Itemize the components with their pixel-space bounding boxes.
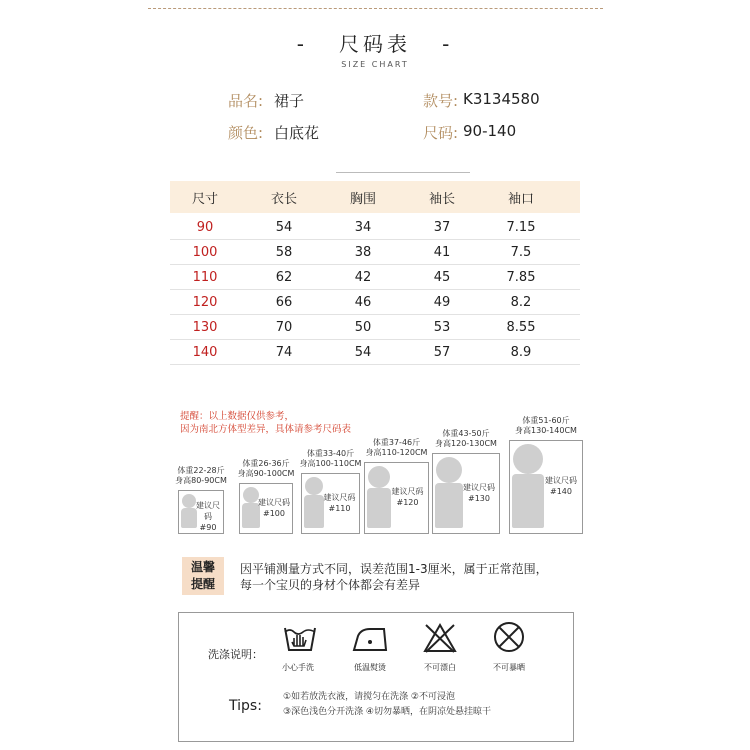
table-cell: 7.85	[506, 270, 536, 285]
no-sun-icon	[492, 620, 526, 654]
title-text: 尺码表	[339, 32, 411, 56]
tips-label: Tips:	[229, 698, 262, 714]
table-cell: 53	[433, 320, 451, 335]
table-cell: 8.9	[510, 345, 532, 360]
kid-weight: 体重43-50斤	[442, 429, 490, 438]
tips-line-1: ①如若放洗衣液，请搅匀在洗涤 ②不可浸泡	[283, 692, 455, 702]
table-cell: 41	[433, 245, 451, 260]
kid-weight: 体重22-28斤	[177, 466, 225, 475]
kid-suggested-size	[460, 482, 498, 504]
hand-wash-icon	[282, 622, 318, 654]
column-header-length: 衣长	[270, 192, 297, 207]
table-cell: 74	[275, 345, 293, 360]
table-cell-size: 90	[196, 220, 214, 235]
page-subtitle: SIZE CHART	[341, 60, 409, 69]
kid-suggested-size	[257, 497, 291, 519]
title-dash-right: -	[442, 32, 454, 56]
child-silhouette-body	[435, 483, 463, 528]
suggest-size: #100	[263, 509, 285, 518]
table-cell: 46	[354, 295, 372, 310]
table-cell: 54	[354, 345, 372, 360]
reminder-line-2: 因为南北方体型差异，具体请参考尺码表	[180, 424, 352, 435]
kid-suggested-size	[541, 475, 581, 497]
kid-height: 身高100-110CM	[299, 459, 362, 468]
child-silhouette-icon	[368, 466, 390, 488]
table-cell: 7.5	[510, 245, 532, 260]
table-cell: 8.2	[510, 295, 532, 310]
table-row-divider	[170, 289, 580, 290]
product-code-value: K3134580	[463, 90, 540, 108]
hand-wash-caption: 小心手洗	[282, 663, 314, 672]
suggest-label: 建议尺码	[463, 483, 495, 492]
product-size-label: 尺码:	[423, 124, 459, 142]
product-color-value: 白底花	[274, 124, 320, 142]
kid-weight: 体重37-46斤	[372, 438, 421, 447]
product-name-value: 裙子	[274, 92, 305, 110]
kid-weight-height	[426, 429, 506, 449]
table-row-divider	[170, 339, 580, 340]
table-cell: 34	[354, 220, 372, 235]
reminder-line-1: 提醒：以上数据仅供参考，	[180, 411, 295, 422]
kid-weight-height	[172, 466, 230, 486]
column-header-cuff: 袖口	[507, 192, 534, 207]
top-dashed-divider	[148, 8, 603, 9]
section-divider	[336, 172, 470, 173]
table-cell-size: 140	[192, 345, 218, 360]
table-cell: 7.15	[506, 220, 536, 235]
tips-line-2: ③深色浅色分开洗涤 ④切勿暴晒，在阴凉处悬挂晾干	[283, 707, 491, 717]
kid-weight: 体重26-36斤	[242, 459, 290, 468]
table-cell: 50	[354, 320, 372, 335]
table-row-divider	[170, 239, 580, 240]
child-silhouette-icon	[436, 457, 462, 483]
product-code-label: 款号:	[423, 92, 459, 110]
suggest-label: 建议尺码	[323, 493, 356, 502]
table-cell: 38	[354, 245, 372, 260]
suggest-label: 建议尺码	[545, 476, 577, 485]
warm-tip-line-1: 因平铺测量方式不同，误差范围1-3厘米，属于正常范围，	[240, 562, 548, 576]
table-cell-size: 130	[192, 320, 218, 335]
table-cell: 58	[275, 245, 293, 260]
suggest-size: #90	[199, 523, 217, 532]
column-header-chest: 胸围	[349, 192, 376, 207]
kid-height: 身高120-130CM	[435, 439, 497, 448]
table-cell: 70	[275, 320, 293, 335]
kid-suggested-size	[321, 492, 358, 514]
kid-weight-height	[295, 449, 366, 469]
kid-weight-height	[358, 438, 435, 458]
table-row-divider	[170, 264, 580, 265]
low-iron-icon	[350, 624, 390, 654]
table-cell: 8.55	[506, 320, 536, 335]
kid-weight-height	[233, 459, 299, 479]
product-color-label: 颜色:	[228, 124, 264, 142]
table-cell: 54	[275, 220, 293, 235]
child-silhouette-icon	[513, 444, 543, 474]
kid-height: 身高90-100CM	[237, 469, 295, 478]
table-cell: 49	[433, 295, 451, 310]
table-cell-size: 100	[192, 245, 218, 260]
table-cell: 57	[433, 345, 451, 360]
suggest-label: 建议尺码	[391, 487, 424, 496]
table-cell: 62	[275, 270, 293, 285]
kid-height: 身高110-120CM	[365, 448, 428, 457]
suggest-size: #140	[550, 487, 572, 496]
warm-tip-line-2: 每一个宝贝的身材个体都会有差异	[240, 578, 421, 592]
table-row-divider	[170, 314, 580, 315]
suggest-label: 建议尺码	[196, 501, 220, 521]
suggest-size: #110	[328, 504, 351, 513]
title-dash-left: -	[296, 32, 308, 56]
kid-weight-height	[503, 416, 589, 436]
table-cell: 42	[354, 270, 372, 285]
suggest-label: 建议尺码	[258, 498, 290, 507]
product-name-label: 品名:	[228, 92, 264, 110]
page-title	[0, 28, 750, 57]
table-cell: 45	[433, 270, 451, 285]
warm-tip-badge	[182, 557, 224, 595]
care-label: 洗涤说明：	[208, 648, 263, 661]
table-cell-size: 120	[192, 295, 218, 310]
no-sun-caption: 不可暴晒	[493, 663, 525, 672]
kid-weight: 体重33-40斤	[306, 449, 355, 458]
product-size-value: 90-140	[463, 122, 517, 140]
table-cell: 66	[275, 295, 293, 310]
kid-suggested-size	[388, 486, 427, 508]
table-cell-size: 110	[192, 270, 218, 285]
suggest-size: #120	[396, 498, 419, 507]
kid-suggested-size	[194, 500, 222, 533]
warm-tip-title-1: 温馨	[190, 560, 215, 574]
kid-weight: 体重51-60斤	[522, 416, 570, 425]
kid-height: 身高130-140CM	[515, 426, 577, 435]
kid-height: 身高80-90CM	[175, 476, 227, 485]
no-bleach-icon	[422, 622, 458, 654]
suggest-size: #130	[468, 494, 490, 503]
table-row-divider	[170, 364, 580, 365]
table-cell: 37	[433, 220, 451, 235]
low-iron-caption: 低温熨烫	[354, 663, 386, 672]
child-silhouette-body	[512, 474, 544, 528]
warm-tip-title-2: 提醒	[190, 577, 215, 591]
column-header-size: 尺寸	[191, 192, 218, 207]
column-header-sleeve: 袖长	[428, 192, 455, 207]
no-bleach-caption: 不可漂白	[424, 663, 456, 672]
